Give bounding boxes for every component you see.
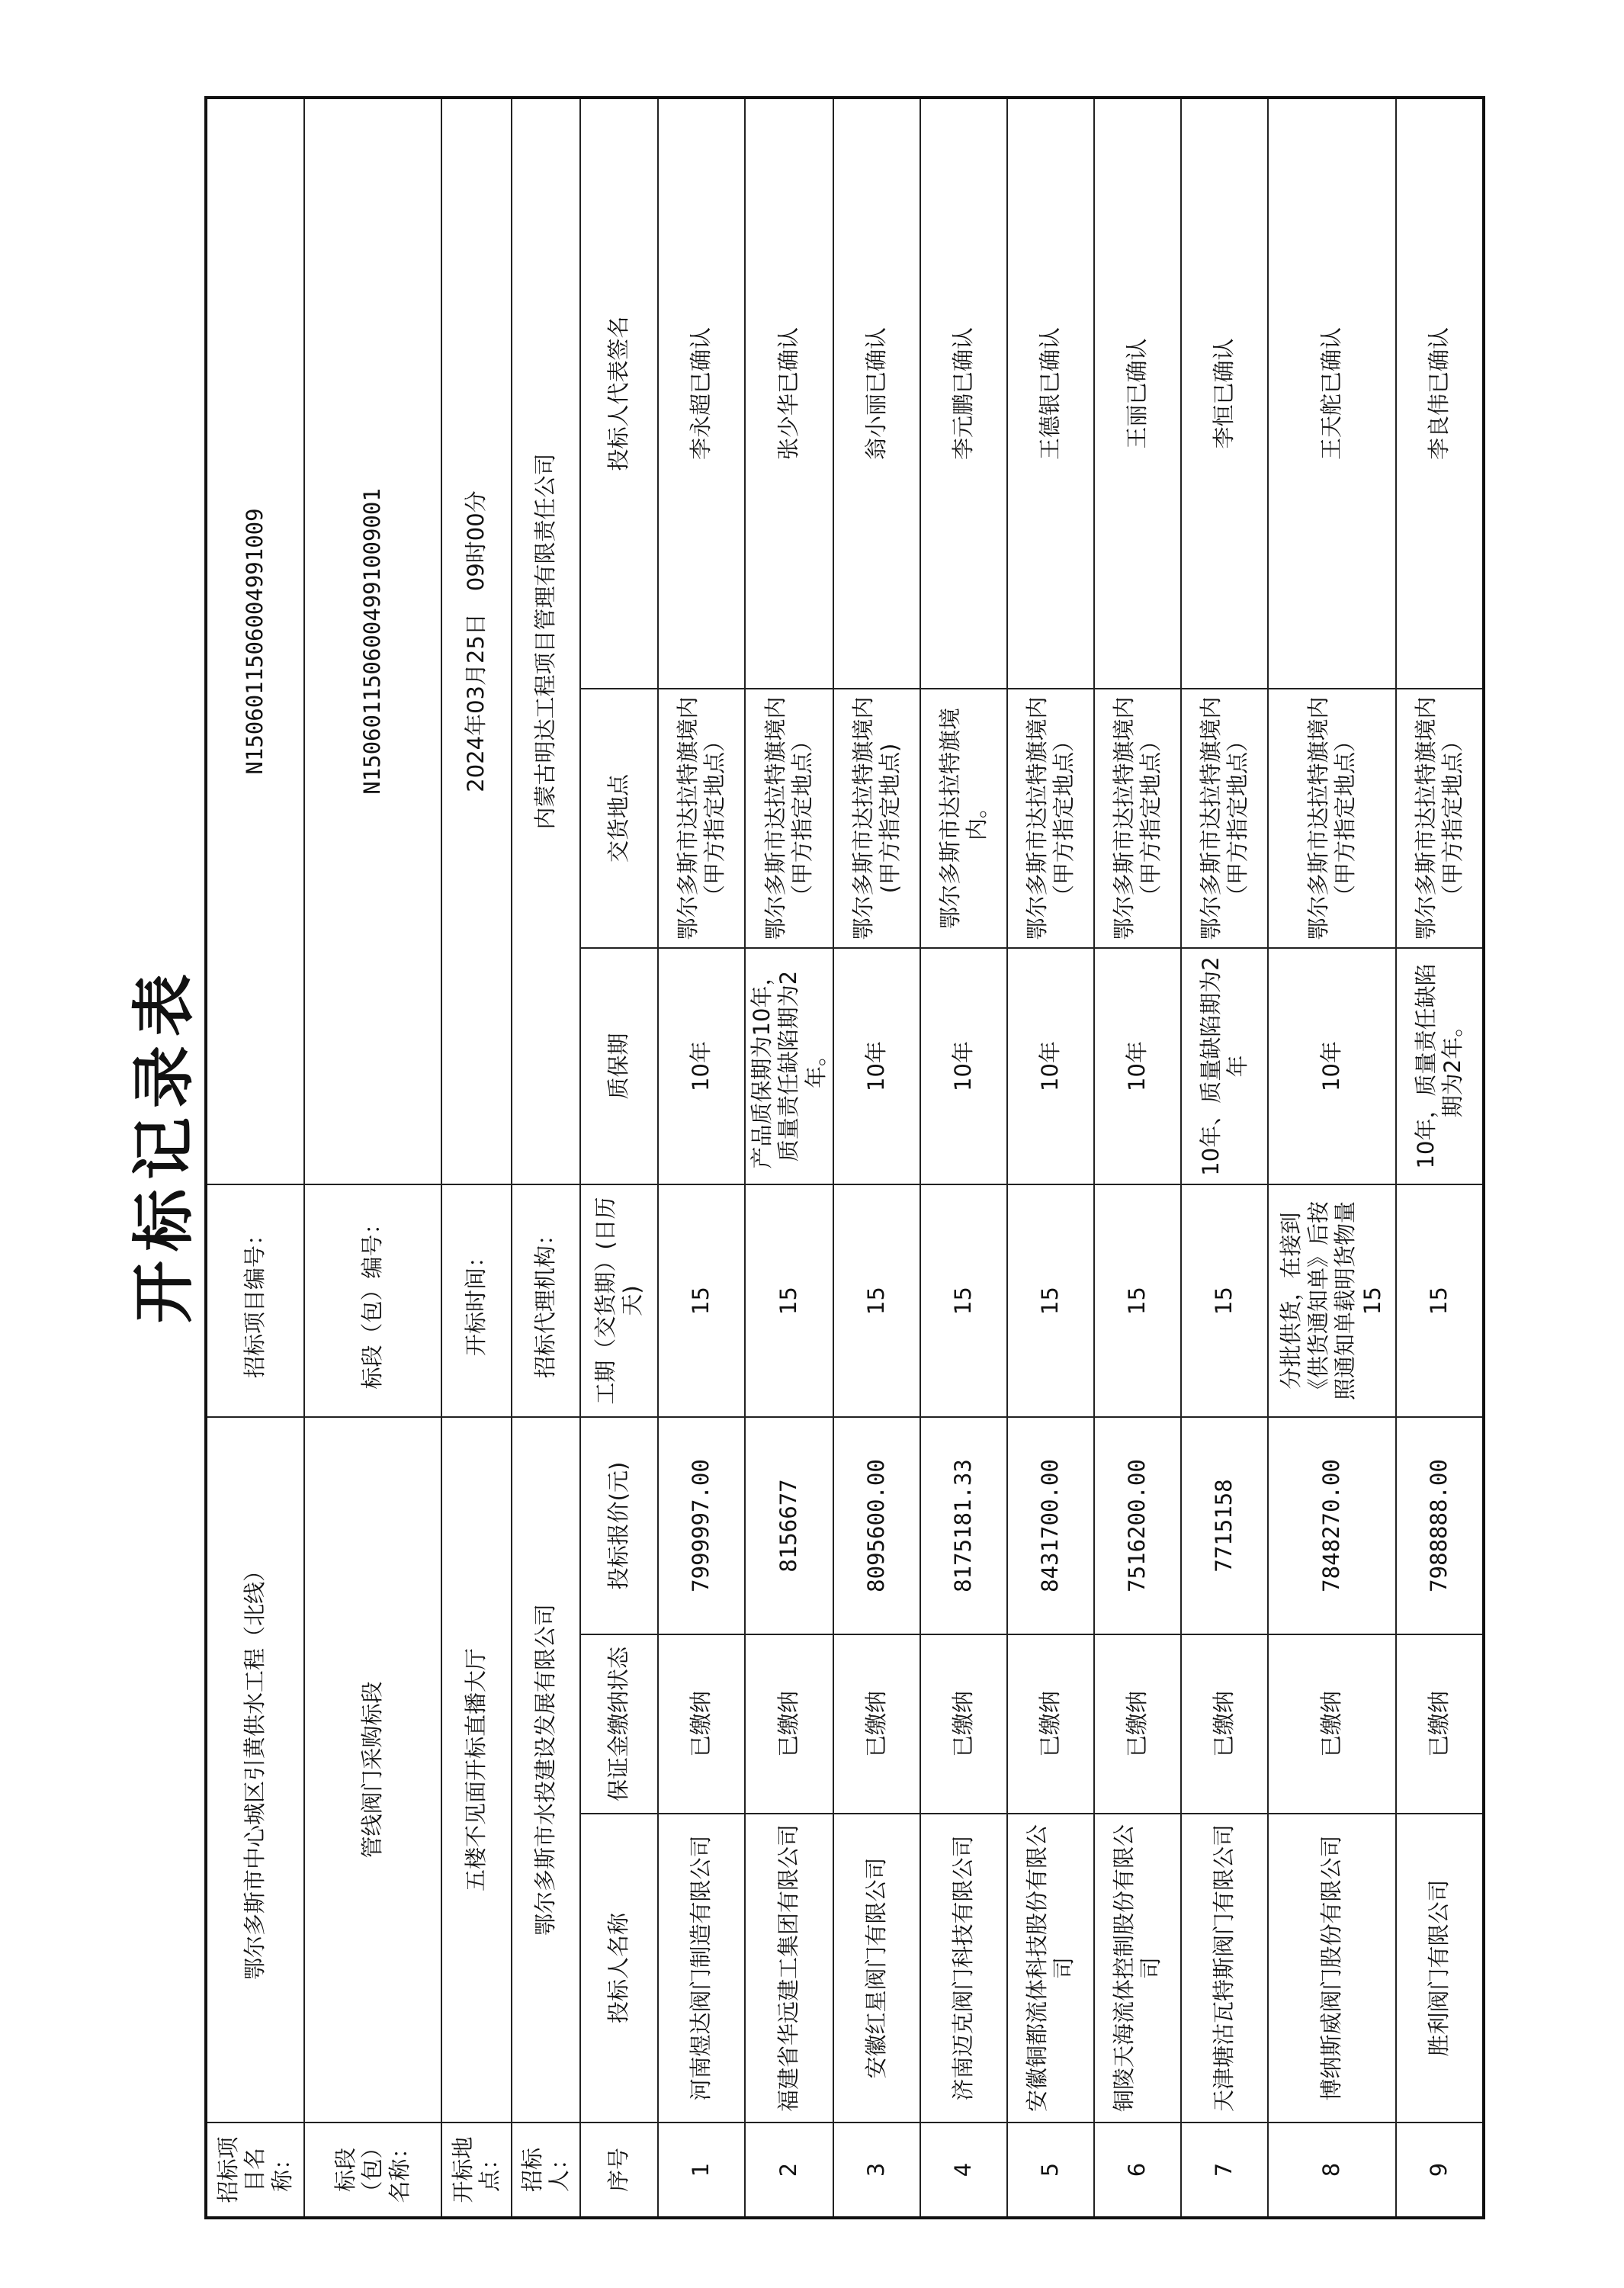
row-warranty: 10年: [658, 948, 745, 1184]
info-row-location: [441, 98, 512, 2218]
tenderer-value: 鄂尔多斯市水投建设发展有限公司: [512, 1417, 580, 2123]
row-deposit: 已缴纳: [920, 1634, 1007, 1814]
table-row: [745, 98, 833, 2218]
table-row: [1396, 98, 1484, 2218]
row-signature: 王丽已确认: [1094, 98, 1181, 689]
row-bidder: 安徽铜都流体科技股份有限公司: [1007, 1814, 1094, 2123]
location-value: 五楼不见面开标直播大厅: [441, 1417, 512, 2123]
row-bidder: 博纳斯威阀门股份有限公司: [1268, 1814, 1396, 2123]
col-deposit-header: 保证金缴纳状态: [580, 1634, 658, 1814]
row-delivery: 鄂尔多斯市达拉特旗境内。: [920, 689, 1007, 948]
col-warranty-header: 质保期: [580, 948, 658, 1184]
col-bidder-header: 投标人名称: [580, 1814, 658, 2123]
row-warranty: 10年: [1094, 948, 1181, 1184]
row-signature: 王德银已确认: [1007, 98, 1094, 689]
row-price: 8175181.33: [920, 1417, 1007, 1634]
row-bidder: 济南迈克阀门科技有限公司: [920, 1814, 1007, 2123]
row-period: 15: [920, 1184, 1007, 1417]
row-deposit: 已缴纳: [833, 1634, 920, 1814]
row-price: 7988888.00: [1396, 1417, 1484, 1634]
row-deposit: 已缴纳: [1007, 1634, 1094, 1814]
table-row: [1094, 98, 1181, 2218]
row-warranty: 10年，质量责任缺陷期为2年。: [1396, 948, 1484, 1184]
section-name-label: 标段（包）名称：: [304, 2123, 441, 2218]
row-period: 15: [1396, 1184, 1484, 1417]
record-table-wrapper: [204, 99, 1485, 2219]
col-seq-header: 序号: [580, 2123, 658, 2218]
row-signature: 张少华已确认: [745, 98, 833, 689]
row-delivery: 鄂尔多斯市达拉特旗境内（甲方指定地点）: [658, 689, 745, 948]
project-code-label: 招标项目编号：: [206, 1184, 304, 1417]
row-period: 15: [1094, 1184, 1181, 1417]
row-seq: 6: [1094, 2123, 1181, 2218]
row-seq: 2: [745, 2123, 833, 2218]
row-seq: 7: [1181, 2123, 1268, 2218]
row-price: 8156677: [745, 1417, 833, 1634]
row-bidder: 天津塘沽瓦特斯阀门有限公司: [1181, 1814, 1268, 2123]
row-deposit: 已缴纳: [1181, 1634, 1268, 1814]
table-row: [920, 98, 1007, 2218]
table-row: [658, 98, 745, 2218]
agency-value: 内蒙古明达工程项目管理有限责任公司: [512, 98, 580, 1184]
row-deposit: 已缴纳: [1094, 1634, 1181, 1814]
tenderer-label: 招标人：: [512, 2123, 580, 2218]
row-seq: 3: [833, 2123, 920, 2218]
row-warranty: 10年: [920, 948, 1007, 1184]
row-signature: 翁小丽已确认: [833, 98, 920, 689]
row-signature: 李良伟已确认: [1396, 98, 1484, 689]
location-label: 开标地点：: [441, 2123, 512, 2218]
info-row-tenderer: [512, 98, 580, 2218]
row-period: 15: [658, 1184, 745, 1417]
row-bidder: 福建省华远建工集团有限公司: [745, 1814, 833, 2123]
row-bidder: 铜陵天海流体控制股份有限公司: [1094, 1814, 1181, 2123]
info-row-project: [206, 98, 304, 2218]
row-signature: 李永超已确认: [658, 98, 745, 689]
row-price: 8431700.00: [1007, 1417, 1094, 1634]
row-period: 15: [833, 1184, 920, 1417]
row-price: 7848270.00: [1268, 1417, 1396, 1634]
row-price: 7715158: [1181, 1417, 1268, 1634]
document-title: 开标记录表: [128, 965, 201, 1324]
bid-opening-record-table: [204, 96, 1485, 2219]
row-price: 7516200.00: [1094, 1417, 1181, 1634]
section-code-value: N1506011506004991009001: [304, 98, 441, 1184]
row-delivery: 鄂尔多斯市达拉特旗境内（甲方指定地点）: [1007, 689, 1094, 948]
row-seq: 9: [1396, 2123, 1484, 2218]
row-seq: 1: [658, 2123, 745, 2218]
row-bidder: 安徽红星阀门有限公司: [833, 1814, 920, 2123]
table-row: [1268, 98, 1396, 2218]
col-delivery-header: 交货地点: [580, 689, 658, 948]
row-delivery: 鄂尔多斯市达拉特旗境内（甲方指定地点）: [1094, 689, 1181, 948]
project-name-value: 鄂尔多斯市中心城区引黄供水工程（北线）: [206, 1417, 304, 2123]
row-warranty: 10年、质量缺陷期为2年: [1181, 948, 1268, 1184]
row-delivery: 鄂尔多斯市达拉特旗境内（甲方指定地点）: [1268, 689, 1396, 948]
row-delivery: 鄂尔多斯市达拉特旗境内(甲方指定地点): [833, 689, 920, 948]
row-signature: 李恒已确认: [1181, 98, 1268, 689]
row-period: 分批供货，在接到《供货通知单》后按照通知单载明货物量 15: [1268, 1184, 1396, 1417]
row-period: 15: [745, 1184, 833, 1417]
info-row-section: [304, 98, 441, 2218]
row-warranty: 10年: [1268, 948, 1396, 1184]
row-price: 7999997.00: [658, 1417, 745, 1634]
row-delivery: 鄂尔多斯市达拉特旗境内（甲方指定地点）: [1396, 689, 1484, 948]
row-warranty: 10年: [833, 948, 920, 1184]
row-deposit: 已缴纳: [658, 1634, 745, 1814]
agency-label: 招标代理机构：: [512, 1184, 580, 1417]
row-warranty: 10年: [1007, 948, 1094, 1184]
row-deposit: 已缴纳: [1268, 1634, 1396, 1814]
table-row: [1181, 98, 1268, 2218]
time-label: 开标时间：: [441, 1184, 512, 1417]
table-row: [833, 98, 920, 2218]
table-row: [1007, 98, 1094, 2218]
row-signature: 王天舵已确认: [1268, 98, 1396, 689]
section-name-value: 管线阀门采购标段: [304, 1417, 441, 2123]
row-price: 8095600.00: [833, 1417, 920, 1634]
row-bidder: 河南煜达阀门制造有限公司: [658, 1814, 745, 2123]
col-period-header: 工期（交货期）(日历天): [580, 1184, 658, 1417]
row-delivery: 鄂尔多斯市达拉特旗境内（甲方指定地点）: [1181, 689, 1268, 948]
row-deposit: 已缴纳: [745, 1634, 833, 1814]
project-code-value: N1506011506004991009: [206, 98, 304, 1184]
row-seq: 5: [1007, 2123, 1094, 2218]
row-signature: 李元鹏已确认: [920, 98, 1007, 689]
row-seq: 4: [920, 2123, 1007, 2218]
section-code-label: 标段（包）编号：: [304, 1184, 441, 1417]
row-warranty: 产品质保期为10年，质量责任缺陷期为2年。: [745, 948, 833, 1184]
row-seq: 8: [1268, 2123, 1396, 2218]
row-deposit: 已缴纳: [1396, 1634, 1484, 1814]
row-period: 15: [1181, 1184, 1268, 1417]
row-delivery: 鄂尔多斯市达拉特旗境内（甲方指定地点）: [745, 689, 833, 948]
row-bidder: 胜利阀门有限公司: [1396, 1814, 1484, 2123]
project-name-label: 招标项目名称：: [206, 2123, 304, 2218]
col-price-header: 投标报价(元): [580, 1417, 658, 1634]
time-value: 2024年03月25日 09时00分: [441, 98, 512, 1184]
column-header-row: [580, 98, 658, 2218]
col-signature-header: 投标人代表签名: [580, 98, 658, 689]
row-period: 15: [1007, 1184, 1094, 1417]
